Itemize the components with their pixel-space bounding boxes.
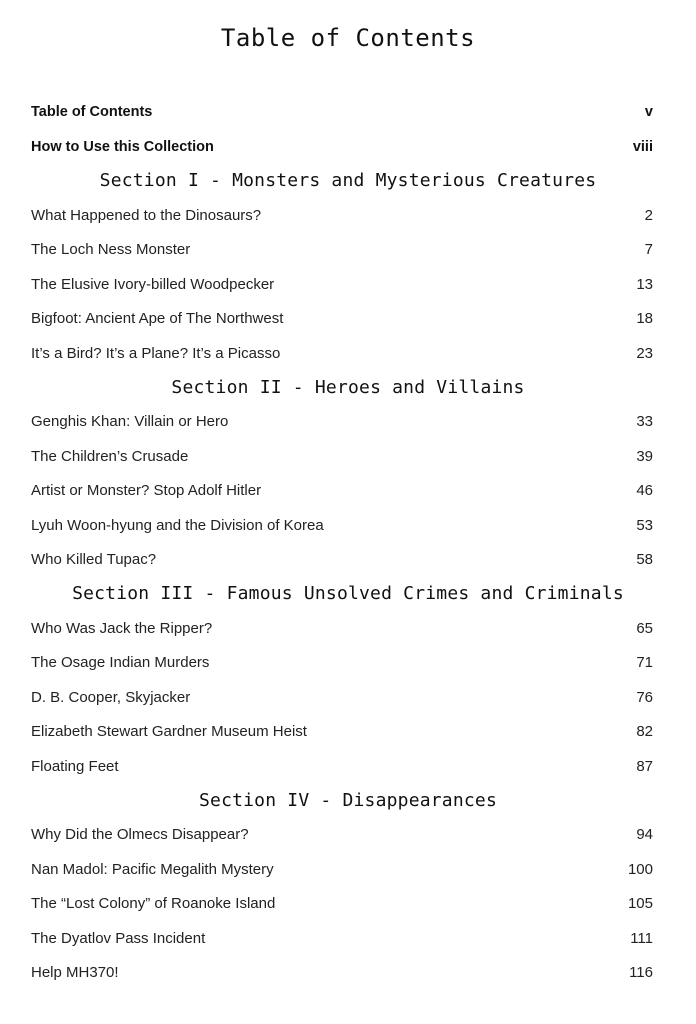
toc-entry-title: The “Lost Colony” of Roanoke Island [31,895,276,913]
toc-entry[interactable] [31,852,653,887]
section-heading: Section I - Monsters and Mysterious Creatures [99,170,597,191]
toc-entry-title: Nan Madol: Pacific Megalith Mystery [31,860,274,878]
toc-entry[interactable] [31,474,653,509]
toc-entry-page: 33 [636,413,653,431]
toc-entry-title: The Osage Indian Murders [31,654,210,672]
section-heading: Section III - Famous Unsolved Crimes and Criminals [72,583,624,604]
toc-entry[interactable] [31,956,653,991]
toc-entry[interactable] [31,198,653,233]
toc-entry-title: Bigfoot: Ancient Ape of The Northwest [31,310,284,328]
toc-entry-page: 71 [636,654,653,672]
toc-list [31,95,653,990]
toc-entry-page: 53 [636,516,653,534]
toc-entry-title: Help MH370! [31,964,119,982]
toc-entry-title: The Loch Ness Monster [31,241,191,259]
toc-entry-front-matter[interactable] [31,130,653,165]
toc-entry-page: 23 [636,344,653,362]
toc-entry-title: The Dyatlov Pass Incident [31,929,206,947]
toc-entry[interactable] [31,921,653,956]
toc-entry-page: 58 [636,551,653,569]
toc-entry-page: 76 [636,688,653,706]
toc-entry-page: 13 [636,275,653,293]
toc-entry[interactable] [31,336,653,371]
toc-entry[interactable] [31,887,653,922]
toc-entry[interactable] [31,405,653,440]
toc-entry-page: v [644,104,653,121]
toc-entry-page: 2 [644,206,653,224]
toc-entry-page: 87 [636,757,653,775]
toc-entry[interactable] [31,818,653,853]
toc-entry[interactable] [31,439,653,474]
section-heading: Section IV - Disappearances [199,789,497,811]
toc-entry-page: 82 [636,723,653,741]
toc-entry[interactable] [31,508,653,543]
toc-entry-title: Table of Contents [31,104,153,121]
toc-entry-page: 94 [636,826,653,844]
toc-entry-page: viii [632,138,653,155]
toc-entry[interactable] [31,680,653,715]
toc-entry-title: Artist or Monster? Stop Adolf Hitler [31,482,262,500]
section-heading: Section II - Heroes and Villains [171,376,525,398]
toc-entry-title: Elizabeth Stewart Gardner Museum Heist [31,723,307,741]
toc-entry-title: The Elusive Ivory-billed Woodpecker [31,275,275,293]
toc-entry-title: Who Was Jack the Ripper? [31,619,213,637]
toc-entry-page: 7 [644,241,653,259]
toc-entry-front-matter[interactable] [31,95,653,130]
toc-entry-title: Lyuh Woon-hyung and the Division of Korea [31,516,324,534]
toc-entry[interactable] [31,715,653,750]
toc-entry[interactable] [31,543,653,578]
toc-entry-page: 39 [636,447,653,465]
toc-entry[interactable] [31,267,653,302]
page-title: Table of Contents [220,24,476,52]
toc-entry-page: 116 [629,964,653,982]
toc-entry-page: 18 [636,310,653,328]
toc-entry[interactable] [31,233,653,268]
toc-entry-title: Genghis Khan: Villain or Hero [31,413,229,431]
toc-entry-title: Who Killed Tupac? [31,551,157,569]
toc-entry[interactable] [31,646,653,681]
toc-entry[interactable] [31,611,653,646]
toc-entry-page: 105 [627,895,653,913]
toc-entry-title: It’s a Bird? It’s a Plane? It’s a Picasso [31,344,281,362]
toc-entry-page: 111 [630,929,653,947]
toc-entry[interactable] [31,302,653,337]
toc-entry-title: D. B. Cooper, Skyjacker [31,688,191,706]
toc-entry-title: The Children’s Crusade [31,447,189,465]
toc-entry-page: 46 [636,482,653,500]
toc-entry[interactable] [31,749,653,784]
toc-entry-page: 100 [627,860,653,878]
toc-entry-title: How to Use this Collection [31,138,214,155]
toc-entry-title: Floating Feet [31,757,119,775]
toc-entry-title: Why Did the Olmecs Disappear? [31,826,249,844]
toc-entry-title: What Happened to the Dinosaurs? [31,206,262,224]
toc-entry-page: 65 [636,619,653,637]
